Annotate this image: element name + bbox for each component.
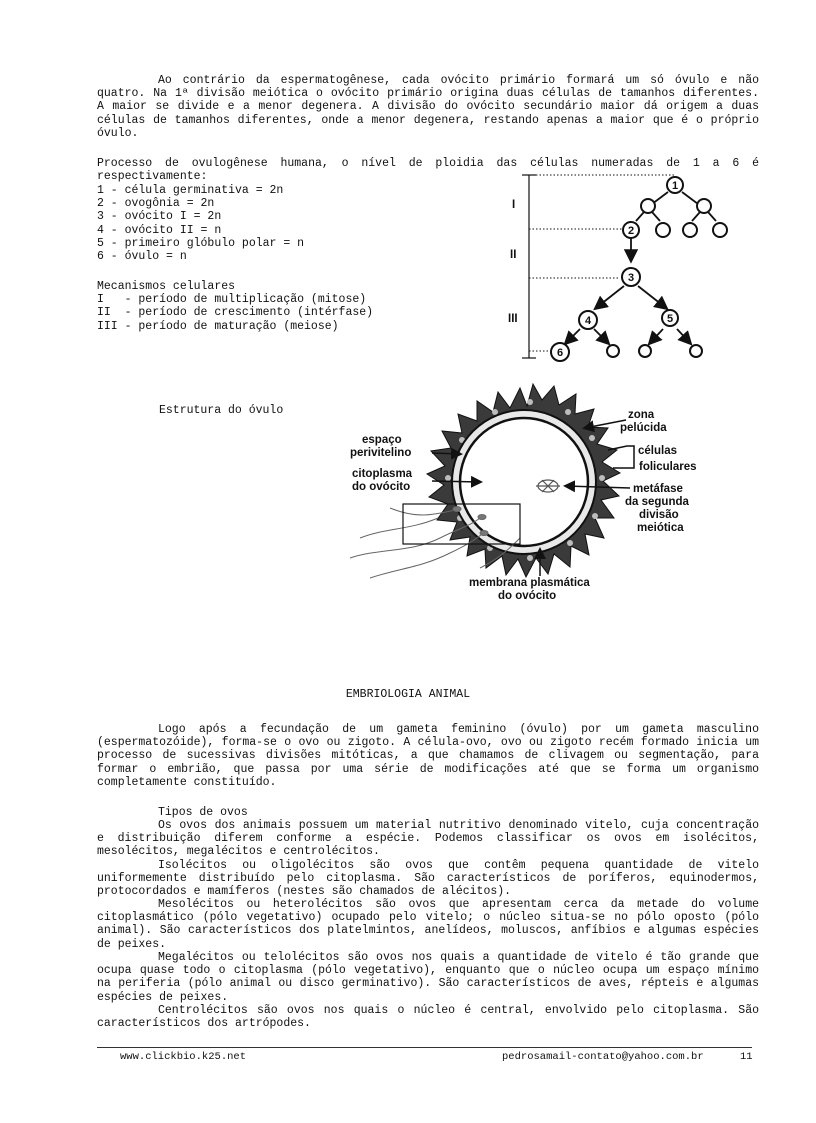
label-meiotica: meiótica — [637, 522, 684, 534]
centrolecitos-paragraph: Centrolécitos são ovos nos quais o núcleo é central, envolvido pelo citoplasma. São característicos dos artrópodes. — [97, 1004, 759, 1031]
ovulogenesis-diagram — [500, 168, 750, 368]
ploidy-item-6: 6 - óvulo = n — [97, 250, 187, 264]
ploidy-list — [97, 184, 304, 263]
footer-rule — [97, 1047, 752, 1048]
label-foliculares: foliculares — [639, 461, 697, 473]
section-title: EMBRIOLOGIA ANIMAL — [345, 688, 471, 701]
ploidy-item-1: 1 - célula germinativa = 2n — [97, 184, 284, 197]
mechanisms-title: Mecanismos celulares — [97, 280, 236, 293]
egg-types-paragraph: Os ovos dos animais possuem um material nutritivo denominado vitelo, cuja concentração e distribuição diferem conforme a espécie. Podemos classificar os ovos em isolécitos, mesolécitos, megalécitos e centrolécitos. — [97, 819, 759, 859]
mesolecitos-paragraph: Mesolécitos ou heterolécitos são ovos que apresentam cerca da metade do volume citoplasmático (pólo vegetativo) ocupado pelo vitelo; o núcleo situa-se no pólo oposto (pólo animal). São característicos dos platelmintos, anelídeos, moluscos, anfíbios e algumas espécies de peixes. — [97, 898, 759, 951]
label-do-ovocito-2: do ovócito — [498, 590, 557, 602]
label-zona: zona — [628, 409, 655, 421]
isolecitos-paragraph: Isolécitos ou oligolécitos são ovos que contêm pequena quantidade de vitelo uniformemente distribuído pelo citoplasma. São característicos de poríferos, equinodermos, protocordados e mamíferos (nestes são chamados de alécitos). — [97, 859, 759, 899]
label-divisao: divisão — [639, 509, 679, 521]
label-citoplasma: citoplasma — [352, 468, 413, 480]
mechanisms-list — [97, 280, 373, 333]
node-label-3: 3 — [627, 272, 635, 284]
node-label-4: 4 — [584, 315, 592, 327]
footer-website: www.clickbio.k25.net — [120, 1051, 247, 1063]
footer-email: pedrosamail-contato@yahoo.com.br — [502, 1051, 704, 1063]
label-espaco: espaço — [362, 434, 402, 446]
megalecitos-paragraph: Megalécitos ou telolécitos são ovos nos quais a quantidade de vitelo é tão grande que ocupa quase todo o citoplasma (pólo vegetativo), enquanto que o núcleo ocupa um espaço mínimo na periferia (pólo animal ou disco germinativo). São característicos de aves, répteis e algumas espécies de peixes. — [97, 951, 759, 1004]
ovulogenesis-intro: Processo de ovulogênese humana, o nível de ploidia das células numeradas de 1 a 6 é respectivamente: — [97, 157, 759, 184]
footer-page-number: 11 — [740, 1051, 753, 1063]
ploidy-item-2: 2 - ovogônia = 2n — [97, 197, 215, 211]
phase-label-III: III — [508, 313, 518, 325]
ovum-structure-figure — [330, 378, 720, 604]
label-do-ovocito: do ovócito — [352, 481, 411, 493]
label-pelucida: pelúcida — [620, 422, 667, 434]
mechanism-item-3: III - período de maturação (meiose) — [97, 319, 339, 333]
label-da-segunda: da segunda — [625, 496, 689, 508]
label-membrana: membrana plasmática — [469, 577, 590, 589]
phase-label-I: I — [512, 199, 516, 211]
label-perivitelino: perivitelino — [350, 447, 412, 459]
embryology-paragraph-1: Logo após a fecundação de um gameta feminino (óvulo) por um gameta masculino (espermatozóide), forma-se o ovo ou zigoto. A célula-ovo, ovo ou zigoto recém formado inicia um processo de sucessivas divisões mitóticas, a que chamamos de clivagem ou segmentação, para formar o embrião, que passa por uma série de modificações até que se forma um organismo completamente constituído. — [97, 723, 759, 789]
node-label-1: 1 — [671, 180, 679, 192]
label-metafase: metáfase — [633, 483, 683, 495]
ploidy-item-4: 4 - ovócito II = n — [97, 223, 222, 237]
node-label-5: 5 — [666, 313, 674, 325]
mechanism-item-2: II - período de crescimento (intérfase) — [97, 306, 374, 320]
ovum-structure-title: Estrutura do óvulo — [159, 404, 284, 417]
egg-types-title: Tipos de ovos — [158, 806, 248, 819]
intro-paragraph: Ao contrário da espermatogênese, cada ovócito primário formará um só óvulo e não quatro. Na 1ª divisão meiótica o ovócito primário origina duas células de tamanhos diferentes. A maior se divide e a menor degenera. A divisão do ovócito secundário maior dá origem a duas células de tamanhos diferentes, onde a menor degenera, restando apenas a maior que é o próprio óvulo. — [97, 74, 759, 140]
ploidy-item-5: 5 - primeiro glóbulo polar = n — [97, 236, 305, 250]
label-celulas: células — [638, 445, 677, 457]
node-label-2: 2 — [627, 225, 635, 237]
phase-label-II: II — [510, 249, 517, 261]
ploidy-item-3: 3 - ovócito I = 2n — [97, 210, 222, 224]
node-label-6: 6 — [556, 347, 564, 359]
mechanism-item-1: I - período de multiplicação (mitose) — [97, 293, 367, 307]
